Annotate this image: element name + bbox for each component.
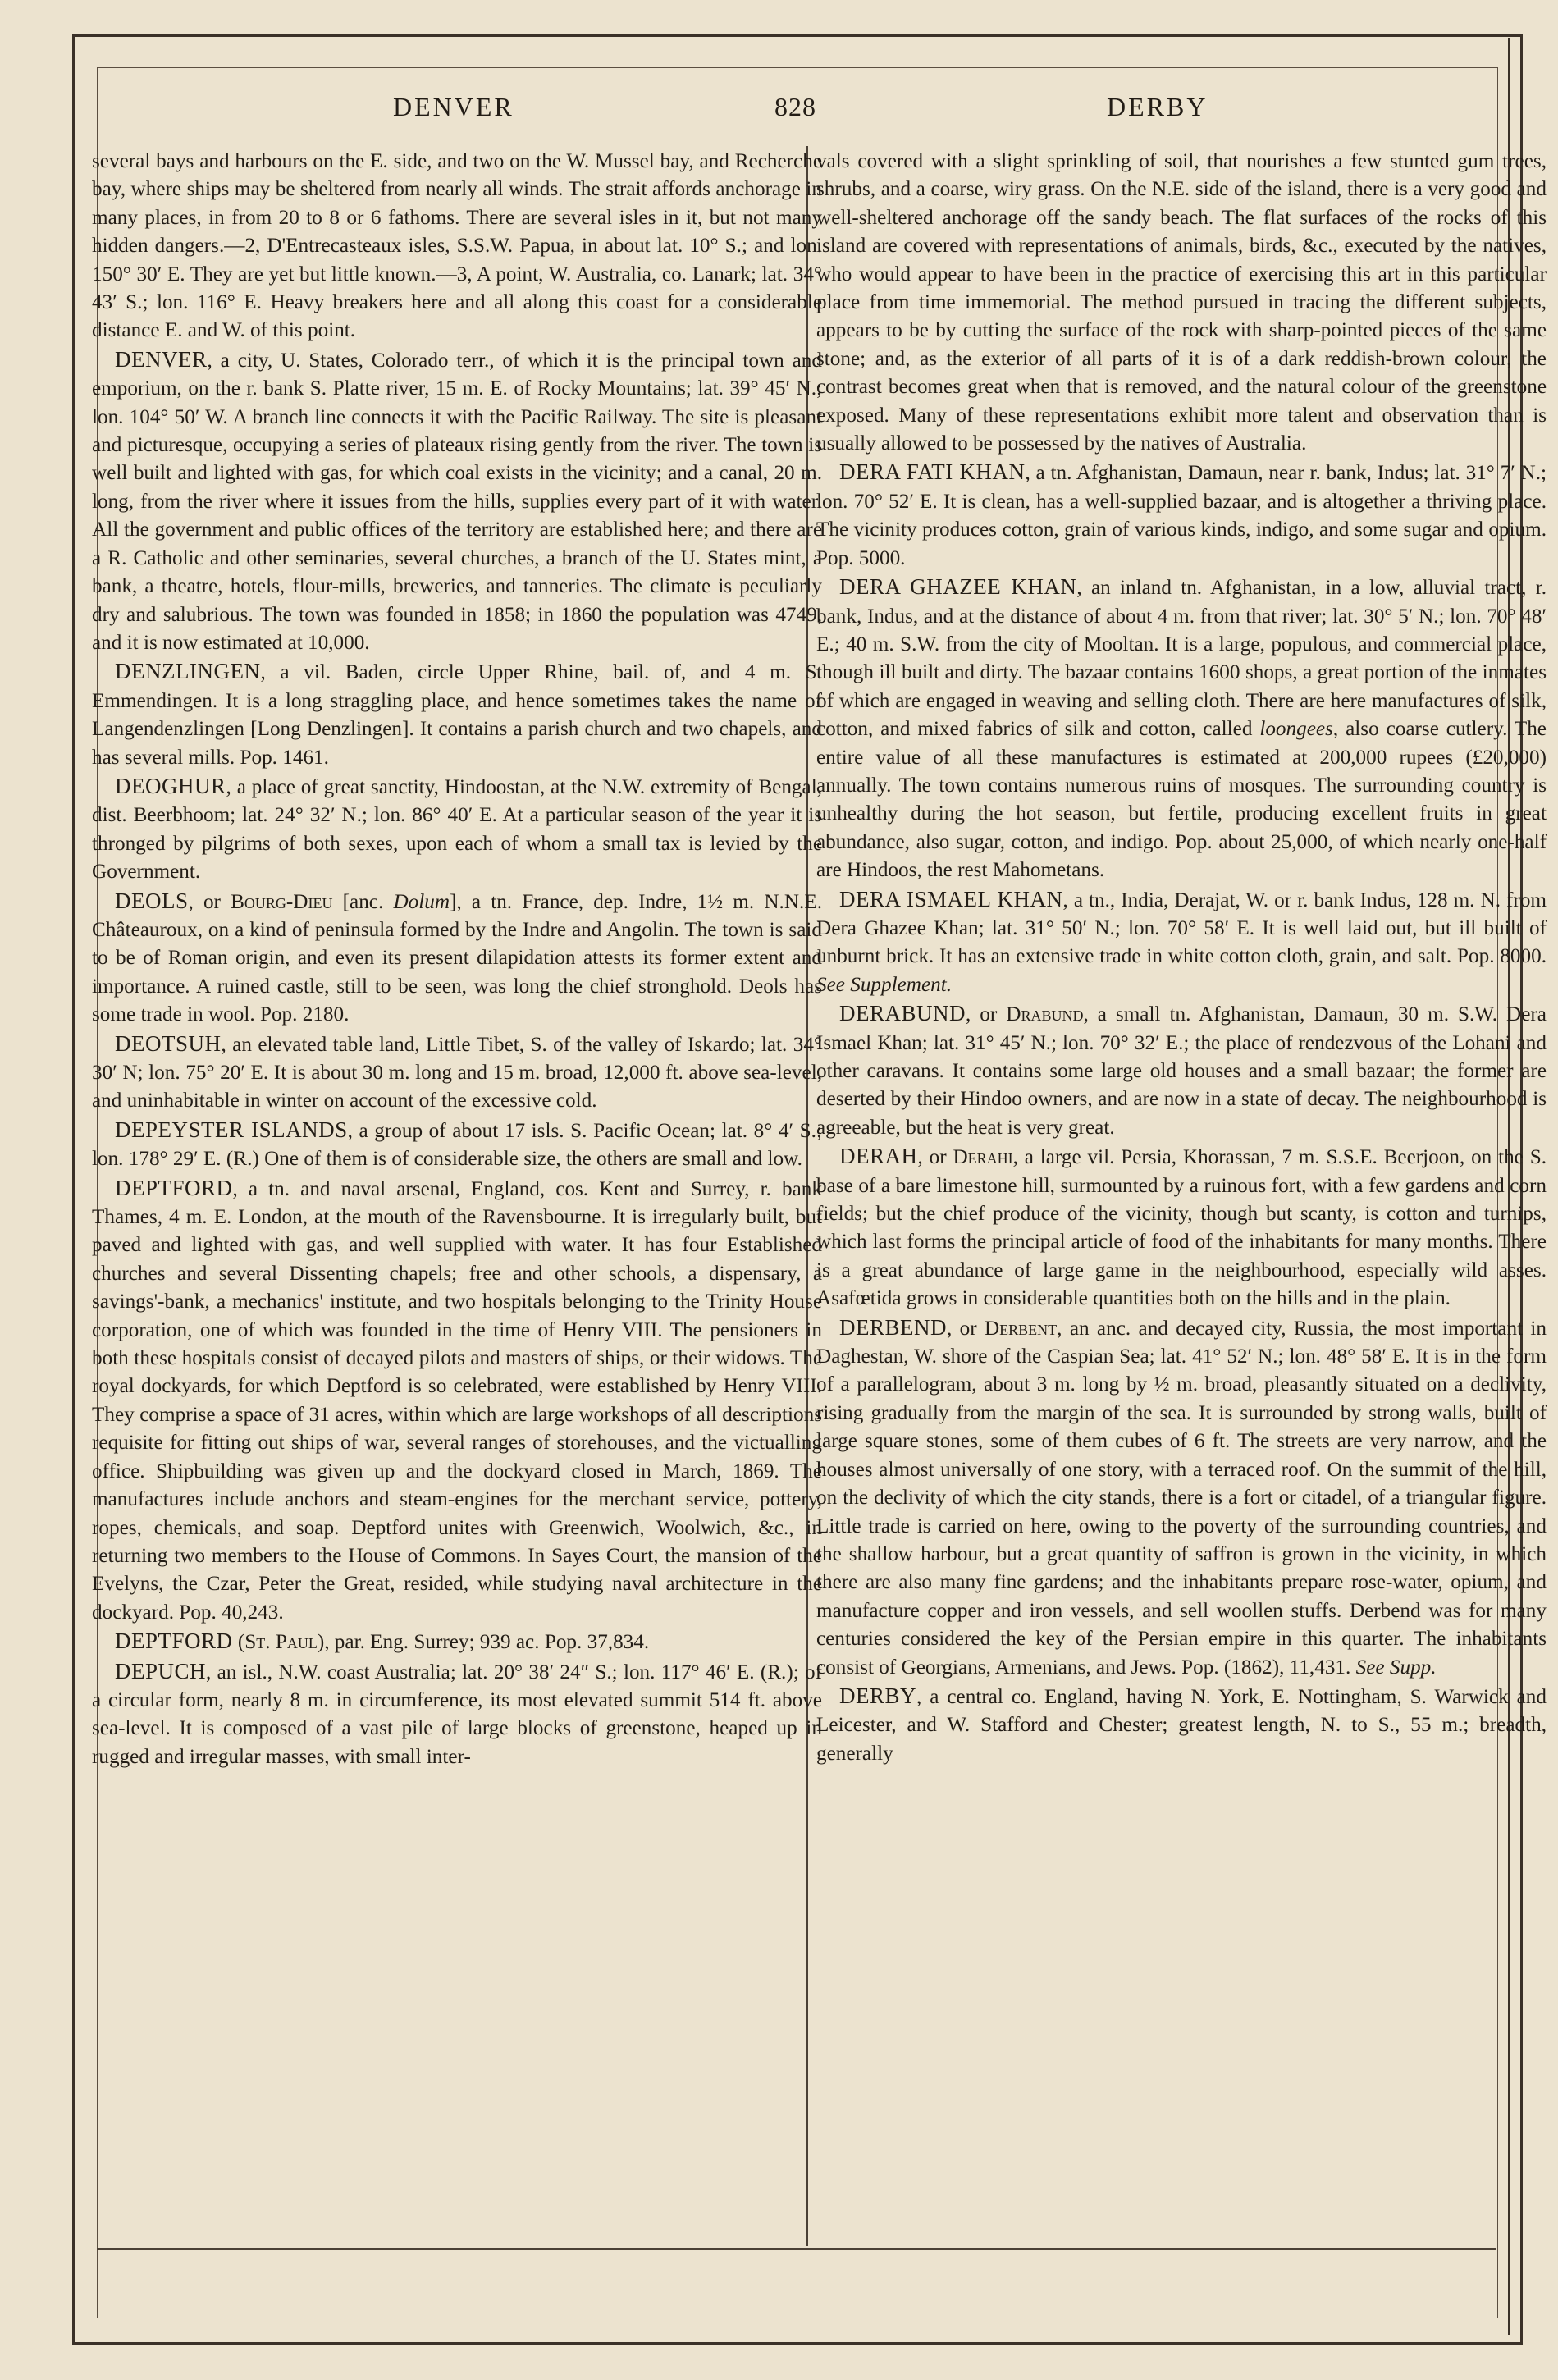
headword: DERAH bbox=[839, 1144, 918, 1169]
header-left-word: DENVER bbox=[393, 92, 514, 121]
cross-reference: See Supp. bbox=[1355, 1656, 1437, 1679]
cross-reference: See Supplement. bbox=[816, 973, 953, 996]
entry-text: , or bbox=[966, 1003, 1007, 1026]
left-column bbox=[92, 148, 822, 1771]
entry-dera-ismael-khan bbox=[816, 885, 1547, 1000]
entry-text: , an inland tn. Afghanistan, in a low, alluvial tract, r. bank, Indus, and at the distance of about 4 m. from that river; lat. 30° 5′ N.; lon. 70° 48′ E.; 40 m. S.W. from the city of Mooltan. It is a large, populous, and commercial place, though ill built and dirty. The bazaar contains 1600 shops, a great portion of the inmates of which are engaged in weaving and selling cloth. There are here manufactures of silk, cotton, and mixed fabrics of silk and cotton, called bbox=[816, 577, 1547, 741]
entry-deptford-st-paul bbox=[92, 1627, 822, 1656]
entry-text: , a tn., India, Derajat, W. or r. bank Indus, 128 m. N. from Dera Ghazee Khan; lat. 31° 50′ N.; lon. 70° 58′ E. It is well laid out, but ill built of unburnt brick. It has an extensive trade in white cotton cloth, grain, and salt. Pop. 8000. bbox=[816, 889, 1547, 968]
entry-text: , or bbox=[188, 890, 231, 913]
headword: DERBY bbox=[839, 1683, 917, 1708]
headword: DENZLINGEN bbox=[115, 659, 261, 684]
headword: DEOTSUH bbox=[115, 1030, 222, 1056]
headword: DEPTFORD bbox=[115, 1175, 233, 1200]
entry-deols bbox=[92, 887, 822, 1030]
entry-text: , an isl., N.W. coast Australia; lat. 20° 38′ 24″ S.; lon. 117° 46′ E. (R.); of a circular form, nearly 8 m. in circumference, its most elevated summit 514 ft. above sea-level. It is composed of a vast pile of large blocks of greenstone, heaped up in rugged and irregular masses, with small inter- bbox=[92, 1661, 822, 1768]
entry-text: , a large vil. Persia, Khorassan, 7 m. S.S.E. Beerjoon, on the S. base of a bare limestone hill, surmounted by a ruinous fort, with a few gardens and corn fields; but the chief produce of the vicinity, though but scanty, is cotton and turnips, which last forms the principal article of food of the inhabitants for many months. There is a great abundance of large game in the neighbourhood, especially wild asses. Asafœtida grows in considerable quantities both on the hills and in the plain. bbox=[816, 1146, 1547, 1310]
entry-text: , an anc. and decayed city, Russia, the most important in Daghestan, W. shore of the Caspian Sea; lat. 41° 52′ N.; lon. 48° 58′ E. It is in the form of a parallelogram, about 3 m. long by ½ m. broad, pleasantly situated on a declivity, rising gradually from the margin of the sea. It is surrounded by strong walls, built of large square stones, some of them cubes of 6 ft. The streets are very narrow, and the houses almost universally of one story, with a terraced roof. On the summit of the hill, on the declivity of which the city stands, there is a fort or citadel, of a triangular figure. Little trade is carried on here, owing to the poverty of the surrounding countries, and the shallow harbour, but a great quantity of saffron is grown in the vicinity, in which there are also many fine gardens; and the inhabitants prepare rose-water, opium, and manufacture copper and iron vessels, and sell woollen stuffs. Derbend was for many centuries considered the key of the Persian empire in this quarter. The inhabitants consist of Georgians, Armenians, and Jews. Pop. (1862), 11,431. bbox=[816, 1317, 1547, 1679]
headword: DENVER bbox=[115, 346, 208, 372]
headword: DERA GHAZEE KHAN bbox=[839, 574, 1077, 600]
continued-text: several bays and harbours on the E. side, and two on the W. Mussel bay, and Recherche bay, where ships may be sheltered from nearly all winds. The strait affords anchorage in many places, in from 20 to 8 or 6 fathoms. There are several isles in it, but not many hidden dangers.—2, D'Entrecasteaux isles, S.S.W. Papua, in about lat. 10° S.; and lon. 150° 30′ E. They are yet but little known.—3, A point, W. Australia, co. Lanark; lat. 34° 43′ S.; lon. 116° E. Heavy breakers here and all along this coast for a considerable distance E. and W. of this point. bbox=[92, 150, 822, 342]
entry-text: , a small tn. Afghanistan, Damaun, 30 m. S.W. Dera Ismael Khan; lat. 31° 45′ N.; lon. 70° 32′ E.; the place of rendezvous of the Lohani and other caravans. It contains some large old houses and a small bazaar; the former are deserted by their Hindoo owners, and are now in a state of decay. The neighbourhood is agreeable, but the heat is very great. bbox=[816, 1003, 1547, 1139]
entry-derbend bbox=[816, 1313, 1547, 1682]
entry-deoghur bbox=[92, 772, 822, 887]
entry-depuch bbox=[92, 1657, 822, 1772]
entry-text: , an elevated table land, Little Tibet, S. of the valley of Iskardo; lat. 34° 30′ N; lon. 75° 20′ E. It is about 30 m. long and 15 m. broad, 12,000 ft. above sea-level, and uninhabitable in winter on account of the excessive cold. bbox=[92, 1033, 822, 1112]
headword: DERA ISMAEL KHAN bbox=[839, 886, 1063, 911]
headword: DEPTFORD bbox=[115, 1629, 233, 1654]
entry-text: , a tn. and naval arsenal, England, cos. Kent and Surrey, r. bank Thames, 4 m. E. London, at the mouth of the Ravensbourne. It is irregularly built, but paved and lighted with gas, and well supplied with water. It has four Established churches and several Dissenting chapels; free and other schools, a dispensary, a savings'-bank, a mechanics' institute, and two hospitals belonging to the Trinity House corporation, one of which was founded in the time of Henry VIII. The pensioners in both these hospitals consist of decayed pilots and masters of ships, or their widows. The royal dockyards, for which Deptford is so celebrated, were established by Henry VIII. They comprise a space of 31 acres, within which are large workshops of all descriptions requisite for fitting out ships of war, several ranges of storehouses, and the victualling office. Shipbuilding was given up and the dockyard closed in March, 1869. The manufactures include anchors and steam-engines for the merchant service, pottery, ropes, chemicals, and soap. Deptford unites with Greenwich, Woolwich, &c., in returning two members to the House of Commons. In Sayes Court, the mansion of the Evelyns, the Czar, Peter the Great, resided, while studying naval architecture in the dockyard. Pop. 40,243. bbox=[92, 1177, 822, 1624]
italic-term: loongees bbox=[1259, 718, 1333, 741]
entry-deotsuh bbox=[92, 1030, 822, 1116]
headword: DERBEND bbox=[839, 1314, 947, 1340]
entry-text: , a tn. Afghanistan, Damaun, near r. bank, Indus; lat. 31° 7′ N.; lon. 70° 52′ E. It is clean, has a well-supplied bazaar, and is altogether a thriving place. The vicinity produces cotton, grain of various kinds, indigo, and some sugar and opium. Pop. 5000. bbox=[816, 462, 1547, 569]
entry-denver bbox=[92, 345, 822, 657]
headword: DEPUCH bbox=[115, 1658, 207, 1683]
entry-dera-fati-khan bbox=[816, 458, 1547, 573]
entry-deptford bbox=[92, 1174, 822, 1628]
entry-text: , or bbox=[917, 1146, 953, 1169]
entry-text: , also coarse cutlery. The entire value of all these manufactures is estimated at 200,000 rupees (£20,000) annually. The town contains numerous ruins of mosques. The surrounding country is unhealthy during the hot season, but fertile, producing excellent fruits in great abundance, also sugar, cotton, and indigo. Pop. about 25,000, of which nearly one-half are Hindoos, the rest Mahometans. bbox=[816, 718, 1547, 882]
entry-depeyster-islands bbox=[92, 1116, 822, 1174]
alternate-name: Derbent bbox=[984, 1317, 1058, 1340]
entry-derby bbox=[816, 1682, 1547, 1768]
bottom-rule bbox=[97, 2248, 1496, 2250]
headword: DEOGHUR bbox=[115, 773, 226, 798]
entry-text: , a city, U. States, Colorado terr., of which it is the principal town and emporium, on the r. bank S. Platte river, 15 m. E. of Rocky Mountains; lat. 39° 45′ N.; lon. 104° 50′ W. A branch line connects it with the Pacific Railway. The site is pleasant and picturesque, occupying a series of plateaux rising gently from the river. The town is well built and lighted with gas, for which coal exists in the vicinity; and a canal, 20 m. long, from the river where it issues from the hills, supplies every part of it with water. All the government and public offices of the territory are established here; and there are a R. Catholic and other seminaries, several churches, a branch of the U. States mint, a bank, a theatre, hotels, flour-mills, breweries, and tanneries. The climate is peculiarly dry and salubrious. The town was founded in 1858; in 1860 the population was 4749, and it is now estimated at 10,000. bbox=[92, 349, 822, 654]
entry-derah bbox=[816, 1142, 1547, 1313]
right-column bbox=[816, 148, 1547, 1768]
headword: DEOLS bbox=[115, 888, 189, 913]
entry-text: , a central co. England, having N. York, E. Nottingham, S. Warwick and Leicester, and W. Stafford and Chester; greatest length, N. to S., 55 m.; breadth, generally bbox=[816, 1685, 1547, 1765]
entry-text: ], a tn. France, dep. Indre, 1½ m. N.N.E. Châteauroux, on a kind of peninsula formed by the Indre and Angolin. The town is said to be of Roman origin, and even its present dilapidation attests its former extent and importance. A ruined castle, still to be seen, was long the chief stronghold. Deols has some trade in wool. Pop. 2180. bbox=[92, 890, 823, 1026]
continued-text: vals covered with a slight sprinkling of soil, that nourishes a few stunted gum trees, shrubs, and a coarse, wiry grass. On the N.E. side of the island, there is a very good and well-sheltered anchorage off the sandy beach. The flat surfaces of the rocks of this island are covered with representations of animals, birds, &c., executed by the natives, who would appear to have been in the practice of exercising this art in this particular place from time immemorial. The method pursued in tracing the different subjects, appears to be by cutting the surface of the rock with sharp-pointed pieces of the same stone; and, as the exterior of all parts of it is of a dark reddish-brown colour, the contrast becomes great when that is removed, and the natural colour of the greenstone exposed. Many of these representations exhibit more talent and observation than is usually allowed to be possessed by the natives of Australia. bbox=[816, 150, 1547, 455]
entry-text: [anc. bbox=[332, 890, 394, 913]
entry-text: ), par. Eng. Surrey; 939 ac. Pop. 37,834. bbox=[317, 1631, 650, 1654]
page-number: 828 bbox=[774, 92, 816, 121]
entry-derabund bbox=[816, 999, 1547, 1142]
alternate-name: St. Paul bbox=[244, 1631, 318, 1654]
ancient-name: Dolum bbox=[393, 890, 450, 913]
entry-text: , or bbox=[947, 1317, 985, 1340]
alternate-name: Drabund bbox=[1006, 1003, 1084, 1026]
entry-text: , a vil. Baden, circle Upper Rhine, bail. of, and 4 m. S. Emmendingen. It is a long straggling place, and hence sometimes takes the name of Langendenzlingen [Long Denzlingen]. It contains a parish church and two chapels, and has several mills. Pop. 1461. bbox=[92, 661, 822, 769]
entry-text: ( bbox=[232, 1631, 245, 1654]
headword: DEPEYSTER ISLANDS bbox=[115, 1117, 348, 1142]
entry-text: , a place of great sanctity, Hindoostan, at the N.W. extremity of Bengal, dist. Beerbhoom; lat. 24° 32′ N.; lon. 86° 40′ E. At a particular season of the year it is thronged by pilgrims of both sexes, upon each of whom a small tax is levied by the Government. bbox=[92, 775, 822, 884]
entry-dera-ghazee-khan bbox=[816, 573, 1547, 884]
running-header bbox=[102, 92, 1496, 141]
alternate-name: Bourg-Dieu bbox=[231, 890, 333, 913]
header-right-word: DERBY bbox=[1107, 92, 1208, 121]
headword: DERA FATI KHAN bbox=[839, 459, 1026, 485]
entry-denzlingen bbox=[92, 657, 822, 772]
headword: DERABUND bbox=[839, 1001, 966, 1026]
entry-text: , a group of about 17 isls. S. Pacific Ocean; lat. 8° 4′ S.; lon. 178° 29′ E. (R.) One of them is of considerable size, the others are small and low. bbox=[92, 1119, 822, 1171]
alternate-name: Derahi bbox=[953, 1146, 1013, 1169]
